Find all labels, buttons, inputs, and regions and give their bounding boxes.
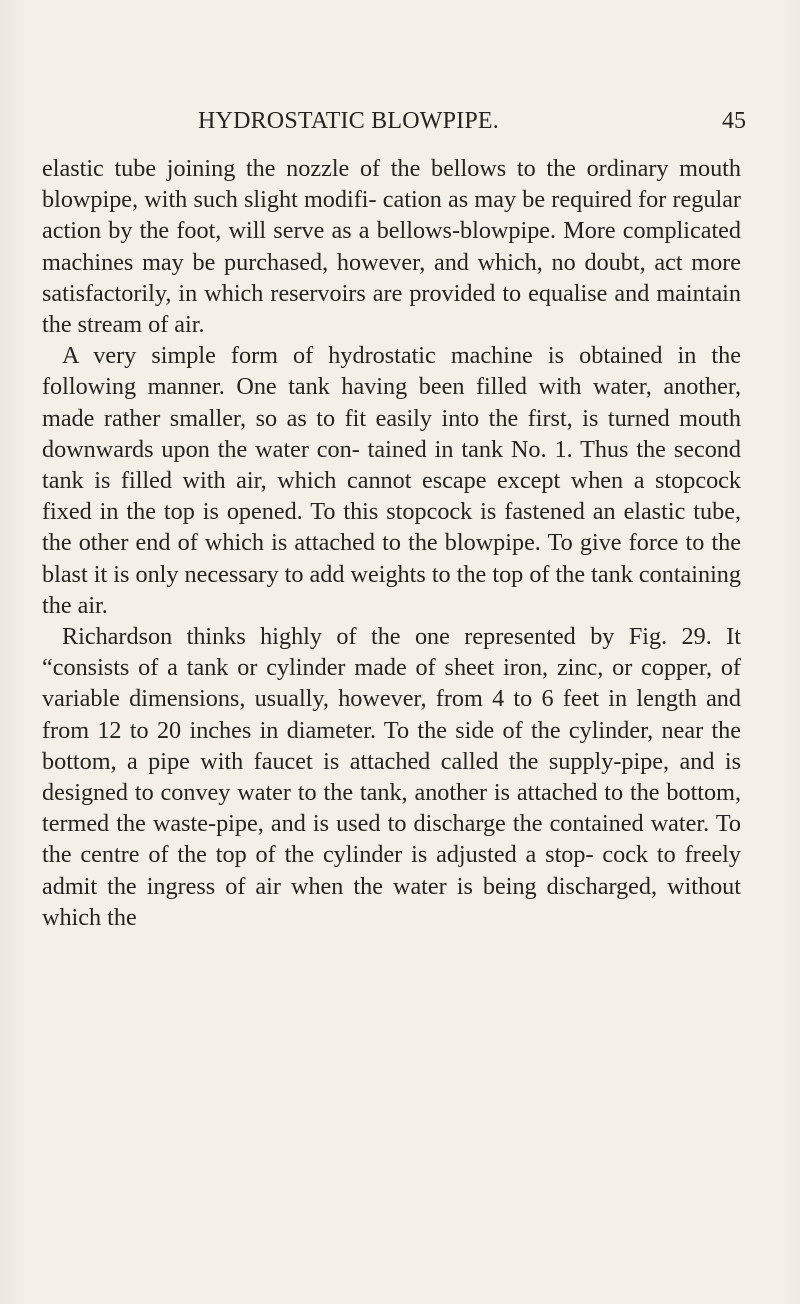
- page-number: 45: [722, 108, 746, 134]
- paragraph-2: A very simple form of hydrostatic machine is obtained in the following manner. One tank having been filled with water, another, made rather smaller, so as to fit easily into the first, is turned mouth downwards upon the water con- tained in tank No. 1. Thus the second tank is filled with air, which cannot escape except when a stopcock fixed in the top is opened. To this stopcock is fastened an elastic tube, the other end of which is attached to the blowpipe. To give force to the blast it is only necessary to add weights to the top of the tank containing the air.: [42, 342, 741, 619]
- paragraph-1: elastic tube joining the nozzle of the bellows to the ordinary mouth blowpipe, with such slight modifi- cation as may be required for regular action by the foot, will serve as a bellows-blowpipe. More complicated machines may be purchased, however, and which, no doubt, act more satisfactorily, in which reservoirs are provided to equalise and maintain the stream of air.: [42, 155, 741, 339]
- running-header: [198, 106, 746, 136]
- body-text: [42, 153, 741, 933]
- chapter-title: HYDROSTATIC BLOWPIPE.: [198, 108, 499, 134]
- paragraph-3: Richardson thinks highly of the one represented by Fig. 29. It “consists of a tank or cylinder made of sheet iron, zinc, or copper, of variable dimensions, usually, however, from 4 to 6 feet in length and from 12 to 20 inches in diameter. To the side of the cylinder, near the bottom, a pipe with faucet is attached called the supply-pipe, and is designed to convey water to the tank, another is attached to the bottom, termed the waste-pipe, and is used to discharge the contained water. To the centre of the top of the cylinder is adjusted a stop- cock to freely admit the ingress of air when the water is being discharged, without which the: [42, 623, 741, 931]
